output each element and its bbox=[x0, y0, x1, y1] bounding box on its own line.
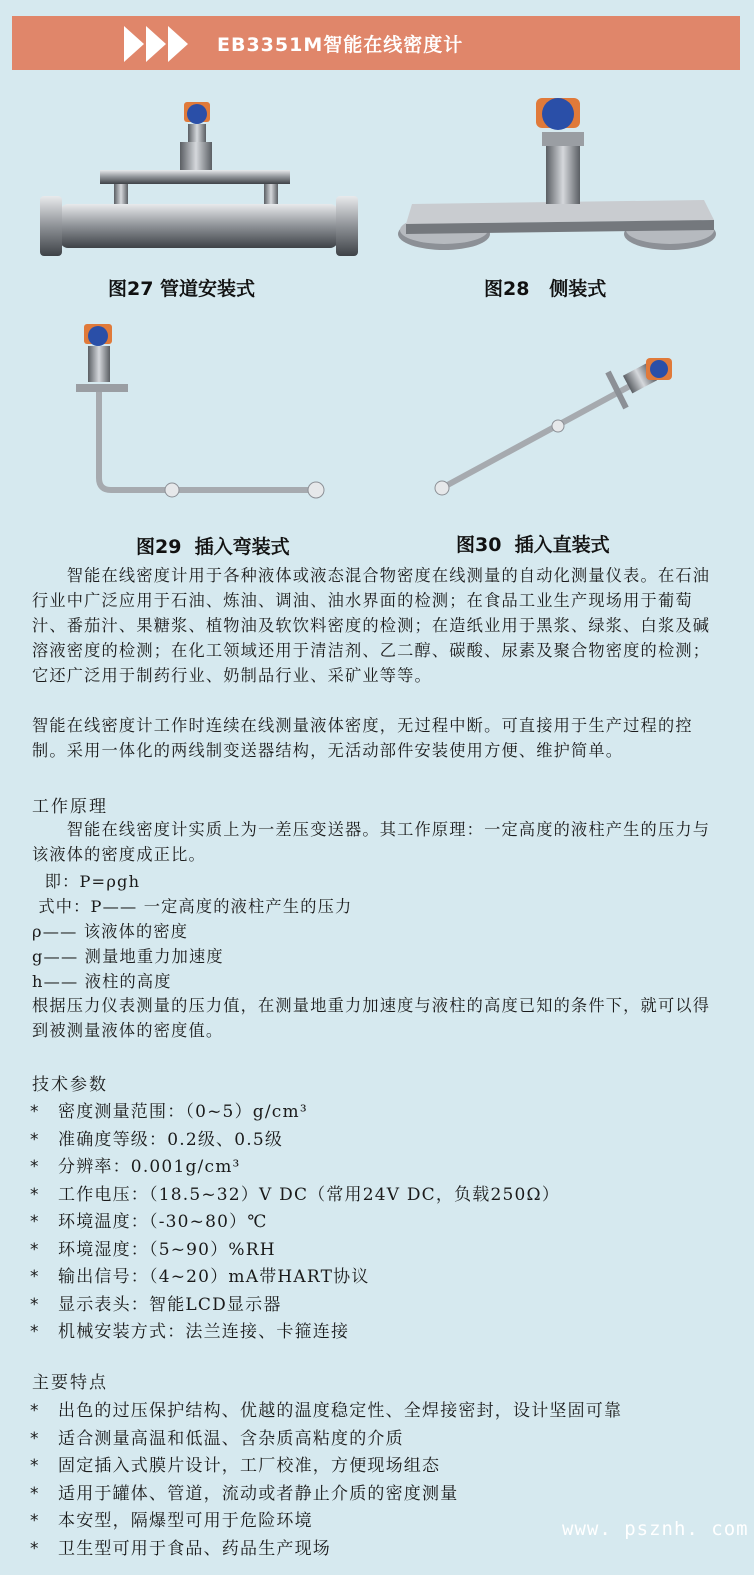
bullet-star: * bbox=[30, 1456, 40, 1476]
figure-caption: 图28 侧装式 bbox=[484, 278, 607, 300]
list-item: * 卫生型可用于食品、药品生产现场 bbox=[30, 1538, 331, 1559]
figure-caption: 图29 插入弯装式 bbox=[136, 536, 290, 558]
bullet-star: * bbox=[30, 1322, 40, 1342]
list-item: * 工作电压：（18.5~32）V DC（常用24V DC，负载250Ω） bbox=[30, 1184, 561, 1205]
bullet-star: * bbox=[30, 1483, 40, 1504]
list-item: * 适合测量高温和低温、含杂质高粘度的介质 bbox=[30, 1428, 404, 1449]
list-item: * 环境湿度：（5~90）%RH bbox=[30, 1239, 276, 1260]
insertion-straight-device-image bbox=[430, 346, 680, 504]
bullet-star: * bbox=[30, 1401, 40, 1421]
pipe-mount-device-image bbox=[34, 96, 364, 264]
bullet-star: * bbox=[30, 1184, 40, 1205]
principle-paragraph: 根据压力仪表测量的压力值，在测量地重力加速度与液柱的高度已知的条件下，就可以得到被测量液体的密度值。 bbox=[32, 996, 711, 1040]
intro-paragraph: 智能在线密度计用于各种液体或液态混合物密度在线测量的自动化测量仪表。在石油行业中广泛应用于石油、炼油、调油、油水界面的检测；在食品工业生产现场用于葡萄汁、番茄汁、果糖浆、植物油及软饮料密度的检测；在造纸业用于黑浆、绿浆、白浆及碱溶液密度的检测；在化工领域还用于清洁剂、乙二醇、碳酸、尿素及聚合物密度的检测；它还广泛用于制药行业、奶制品行业、采矿业等等。 bbox=[32, 566, 711, 685]
bullet-star: * bbox=[30, 1102, 40, 1122]
list-item: * 出色的过压保护结构、优越的温度稳定性、全焊接密封，设计坚固可靠 bbox=[30, 1401, 623, 1421]
intro-paragraph: 智能在线密度计工作时连续在线测量液体密度，无过程中断。可直接用于生产过程的控制。采用一体化的两线制变送器结构，无活动部件安装使用方便、维护简单。 bbox=[32, 716, 693, 760]
watermark: www. psznh. com bbox=[562, 1518, 749, 1540]
insertion-bent-device-image bbox=[70, 318, 330, 504]
formula-line: 式中：P—— 一定高度的液柱产生的压力 bbox=[32, 897, 353, 916]
formula-line: g—— 测量地重力加速度 bbox=[32, 947, 224, 966]
title-banner bbox=[12, 16, 740, 70]
list-item: * 密度测量范围：（0~5）g/cm³ bbox=[30, 1102, 308, 1122]
figure-caption: 图27 管道安装式 bbox=[108, 278, 256, 300]
list-item: * 本安型，隔爆型可用于危险环境 bbox=[30, 1511, 313, 1531]
list-item: * 输出信号：（4~20）mA带HART协议 bbox=[30, 1267, 370, 1287]
list-item: * 机械安装方式：法兰连接、卡箍连接 bbox=[30, 1322, 350, 1342]
principle-paragraph: 智能在线密度计实质上为一差压变送器。其工作原理：一定高度的液柱产生的压力与该液体的密度成正比。 bbox=[32, 820, 711, 864]
bullet-star: * bbox=[30, 1267, 40, 1287]
list-item: * 适用于罐体、管道，流动或者静止介质的密度测量 bbox=[30, 1483, 459, 1504]
bullet-star: * bbox=[30, 1428, 40, 1449]
bullet-star: * bbox=[30, 1538, 40, 1559]
figure-caption: 图30 插入直装式 bbox=[456, 534, 610, 556]
formula-line: h—— 液柱的高度 bbox=[32, 972, 172, 991]
formula-line: ρ—— 该液体的密度 bbox=[32, 922, 189, 941]
bullet-star: * bbox=[30, 1129, 40, 1150]
list-item: * 固定插入式膜片设计，工厂校准，方便现场组态 bbox=[30, 1456, 441, 1476]
bullet-star: * bbox=[30, 1239, 40, 1260]
features-list bbox=[30, 1396, 622, 1561]
bullet-star: * bbox=[30, 1511, 40, 1531]
section-heading: 主要特点 bbox=[32, 1373, 108, 1393]
bullet-star: * bbox=[30, 1294, 40, 1315]
bullet-star: * bbox=[30, 1212, 40, 1232]
list-item: * 准确度等级：0.2级、0.5级 bbox=[30, 1129, 284, 1150]
page-title: EB3351M智能在线密度计 bbox=[217, 34, 464, 56]
section-heading: 工作原理 bbox=[32, 797, 108, 817]
bullet-star: * bbox=[30, 1157, 40, 1177]
list-item: * 分辨率：0.001g/cm³ bbox=[30, 1157, 241, 1177]
section-heading: 技术参数 bbox=[32, 1075, 108, 1095]
list-item: * 显示表头：智能LCD显示器 bbox=[30, 1294, 282, 1315]
triple-chevron-right-icon bbox=[122, 24, 202, 64]
specs-list bbox=[30, 1097, 560, 1345]
list-item: * 环境温度：（-30~80）℃ bbox=[30, 1212, 268, 1232]
side-mount-device-image bbox=[396, 92, 720, 262]
formula: 即：P=ρgh bbox=[32, 872, 141, 891]
